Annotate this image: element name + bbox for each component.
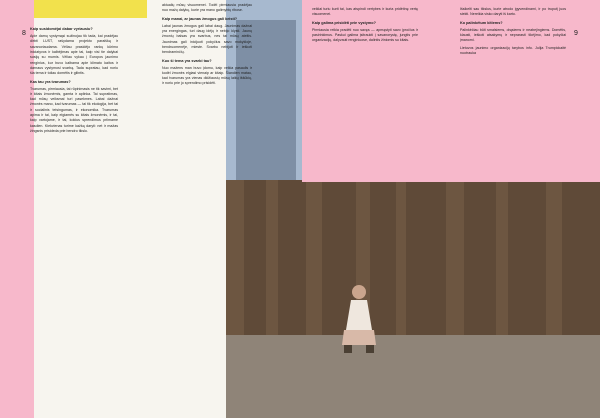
question-heading: Kaip galima prisidėti prie vystymo? xyxy=(312,20,376,25)
paragraph: Palinkėčiau būti smalsiems, drąsiems ir neabejingiems. Domėtis, klausti, ieškoti atsakymų ir neprarasti tikėjimo, kad pokyčiai įmanomi. xyxy=(460,27,566,43)
text-column-2 xyxy=(162,3,252,415)
question-heading: Kuo ši tema yra svarbi tau? xyxy=(162,58,212,63)
question-heading: Kaip susidomėjai dabar vyriausiu? xyxy=(30,27,93,31)
paragraph: veiklai turiu kurti tai, kas atspindi vertybes ir kuria pridėtinę vertę visuomenei. xyxy=(312,7,418,17)
paragraph: Išsikelti sau tikslus, kurie atrodo įgyvendinami, ir po truputį juos siekti. Nereikia visko daryti iš karto. xyxy=(460,7,566,17)
paragraph: Pirmiausia reikia pradėti nuo savęs — apmąstyti savo įpročius ir pasirinkimus. Paskui galima įsitraukti į savanorystę, jungtis prie organizacijų, dalyvauti renginiuose, dalintis žiniomis su kitais. xyxy=(312,27,418,43)
text-column-3 xyxy=(302,0,428,182)
paragraph: Apie darnų vystymąsi sužinojau tik tada, kai pradėjau dirbti LUST, rašydama projekto paraišką ir savanoriaudama. Vėliau prasidėjo rankų kūrimo iniciatyvos ir kalbėjimas apie tai, kaip visi tie dalykai susiję su mumis. Vėliau vykau į Europos jaunimo renginius, kur buvo kalbama apie klimato kaitos ir darnaus vystymosi svarbą. Tada supratau, kad noriu šia tema ir toliau domėtis ir gilintis. xyxy=(30,34,118,76)
question-heading: Kaip manai, ar jaunas žmogus gali keisti? xyxy=(162,16,238,21)
page-number-right: 9 xyxy=(574,30,578,37)
signature-credit: Lietuvos jaunimo organizacijų tarybos info. Julija Trumpickaitė nuotrauka xyxy=(460,45,566,56)
paragraph: aktualių mūsų visuomenei. Todėl pirmiausia pradėjau nuo mažų dalykų, kurie yra mano galimybių ribose. xyxy=(162,3,252,13)
paragraph: Nuo mažens man buvo įdomu, kaip veikia pasaulis ir kodėl žmonės elgiasi vienaip ar kitaip. Šiandien matau, kad tvarumas yra vienas didžiausių mūsų laikų iššūkių, ir noriu prie jo sprendimo prisidėti. xyxy=(162,65,252,86)
question-heading: Ko palinkėtum kitiems? xyxy=(460,20,503,25)
pink-side-strip xyxy=(0,0,34,418)
text-column-4 xyxy=(458,0,568,182)
yellow-header-block xyxy=(34,0,147,18)
text-column-1 xyxy=(30,24,118,410)
paragraph: Labai jaunas žmogus gali labai daug. Jaunimas dažnai yra energingas, turi daug idėjų ir nebijo klysti. Jaunų žmonių balsas yra svarbus, nes tai mūsų ateitis. Jaunimas gali inicijuoti pokyčius savo mokykloje, bendruomenėje, mieste. Svarbu nebijoti ir ieškoti bendraminčių. xyxy=(162,23,252,55)
question-heading: Kas tau yra tvarumas? xyxy=(30,79,71,84)
paragraph: Tvarumas, pirmiausia, tai rūpinimasis ne tik savimi, bet ir kitais žmonėmis, gamta ir aplinka. Tai supratimas, kad mūsų veiksmai turi pasekmes. Labai dažnai žmonės mano, kad tvarumas — tai tik ekologija, bet tai ir socialinis teisingumas, ir ekonomika. Tvarumas apima ir tai, kaip elgiamės su kitais žmonėmis, ir tai, kaip vartojame, ir tai, kokius sprendimus priimame kasdien. Kiekvienas turime kažką daryti: net ir mažas žingsnis prisideda prie bendro tikslo. xyxy=(30,86,118,133)
page-number-left: 8 xyxy=(22,30,26,37)
